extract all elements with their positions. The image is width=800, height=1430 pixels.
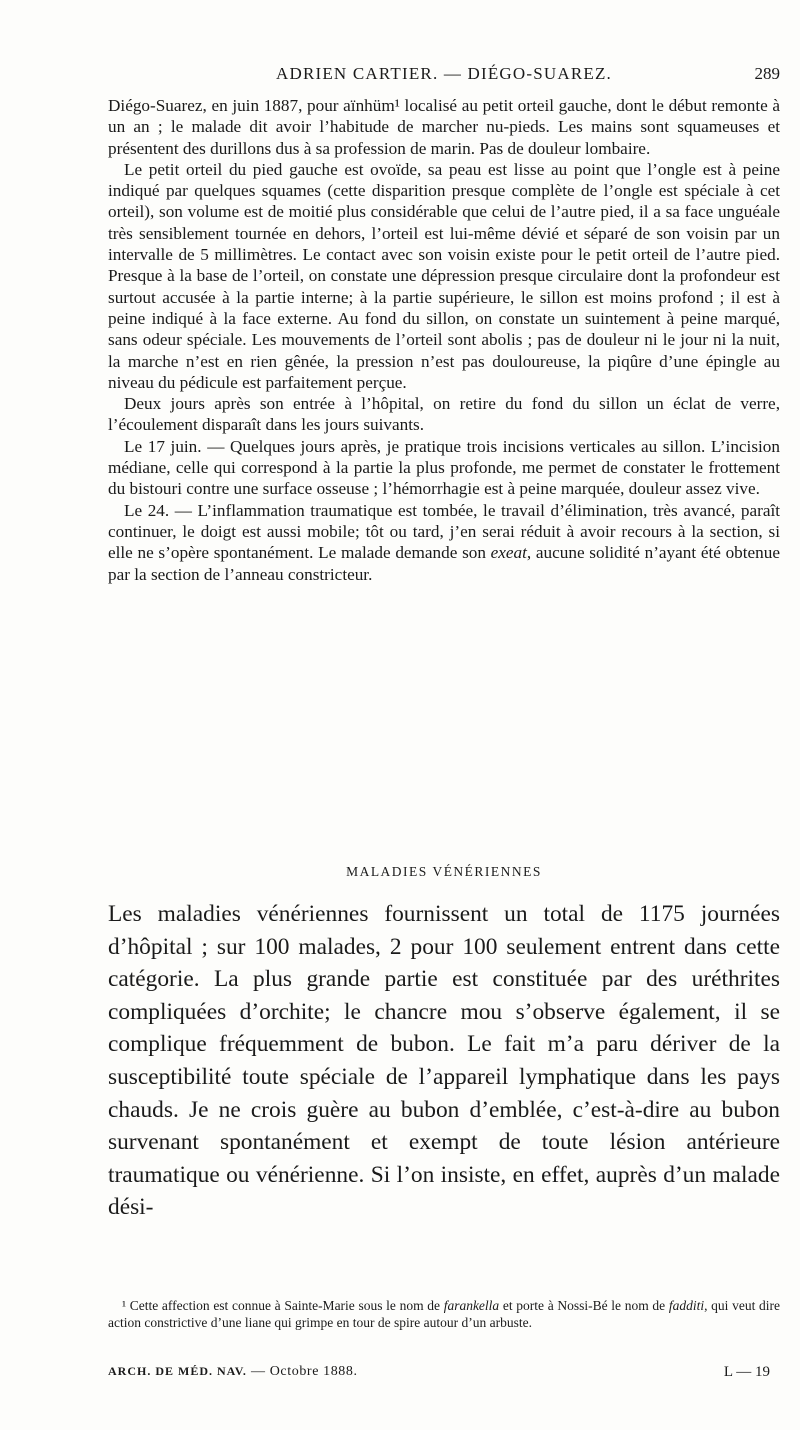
footnote-term-2: fadditi xyxy=(668,1298,705,1313)
footnote-marker: ¹ xyxy=(122,1298,127,1313)
footnote-term-1: farankella xyxy=(443,1298,500,1313)
body-text xyxy=(108,95,780,585)
footnote-part-3: , qui veut dire action constrictive d’une liane qui grimpe en tour de spire autour d’un arbuste. xyxy=(108,1298,780,1330)
journal-name: ARCH. DE MÉD. NAV. xyxy=(108,1364,247,1378)
paragraph-2: Le petit orteil du pied gauche est ovoïde, sa peau est lisse au point que l’ongle est à peine indiqué par quelques squames (cette disparition presque complète de l’ongle est spéciale à cet orteil), son volume est de moitié plus considérable que celui de l’autre pied, il a sa face unguéale très sensiblement tournée en dehors, l’orteil est lui-même dévié et séparé de son voisin par un intervalle de 5 millimètres. Le contact avec son voisin existe pour le petit orteil de l’autre pied. Presque à la base de l’orteil, on constate une dépression presque circulaire dont la profondeur est surtout accusée à la partie interne; à la partie supérieure, le sillon est moins profond ; il est à peine indiqué à la face externe. Au fond du sillon, on constate un suintement à peine marqué, sans odeur spéciale. Les mouvements de l’orteil sont abolis ; pas de douleur ni le jour ni la nuit, la marche n’est en rien gênée, la pression n’est pas douloureuse, la piqûre d’une épingle au niveau du pédicule est parfaitement perçue. xyxy=(108,159,780,392)
sheet-signature: L — 19 xyxy=(723,1364,770,1380)
footer-signature-left xyxy=(108,1364,358,1380)
section-paragraph: Les maladies vénériennes fournissent un total de 1175 journées d’hôpital ; sur 100 malades, 2 pour 100 seulement entrent dans cette catégorie. La plus grande partie est constituée par des uréthrites compliquées d’orchite; le chancre mou s’observe également, il se complique fréquemment de bubon. Le fait m’a paru dériver de la susceptibilité toute spéciale de l’appareil lymphatique dans les pays chauds. Je ne crois guère au bubon d’emblée, c’est-à-dire au bubon survenant spontanément et exempt de toute lésion antérieure traumatique ou vénérienne. Si l’on insiste, en effet, auprès d’un malade dési- xyxy=(108,901,780,1221)
page-header xyxy=(108,64,780,90)
paragraph-5-end: , aucune solidité n’ayant été obtenue par la section de l’anneau constricteur. xyxy=(108,543,780,584)
paragraph-5 xyxy=(108,500,780,585)
exeat-term: exeat xyxy=(490,543,527,563)
paragraph-4: Le 17 juin. — Quelques jours après, je pratique trois incisions verticales au sillon. L’incision médiane, celle qui correspond à la partie la plus profonde, me permet de constater le frottement du bistouri contre une surface osseuse ; l’hémorrhagie est à peine marquée, douleur assez vive. xyxy=(108,436,780,499)
footnote xyxy=(108,1298,780,1332)
paragraph-5-start: Le 24. — L’inflammation traumatique est tombée, le travail d’élimination, très avancé, paraît continuer, le doigt est aussi mobile; tôt ou tard, j’en serai réduit à avoir recours à la section, si elle ne s’opère spontanément. Le malade demande son xyxy=(108,500,780,563)
footnote-paragraph xyxy=(108,1298,780,1332)
paragraph-3: Deux jours après son entrée à l’hôpital, on retire du fond du sillon un éclat de verre, l’écoulement disparaît dans les jours suivants. xyxy=(108,394,780,435)
running-title: ADRIEN CARTIER. — DIÉGO-SUAREZ. xyxy=(275,64,613,83)
footnote-part-2: et porte à Nossi-Bé le nom de xyxy=(499,1298,669,1313)
footnote-part-1: Cette affection est connue à Sainte-Marie sous le nom de xyxy=(126,1298,444,1313)
paragraph-1: Diégo-Suarez, en juin 1887, pour aïnhüm¹ localisé au petit orteil gauche, dont le début remonte à un an ; le malade dit avoir l’habitude de marcher nu-pieds. Les mains sont squameuses et présentent des durillons dus à sa profession de marin. Pas de douleur lombaire. xyxy=(108,96,780,158)
page-number: 289 xyxy=(754,64,780,83)
issue-date: — Octobre 1888. xyxy=(251,1364,358,1379)
section-heading: MALADIES VÉNÉRIENNES xyxy=(346,864,542,879)
section-text xyxy=(108,898,780,1224)
page-footer xyxy=(108,1364,780,1386)
